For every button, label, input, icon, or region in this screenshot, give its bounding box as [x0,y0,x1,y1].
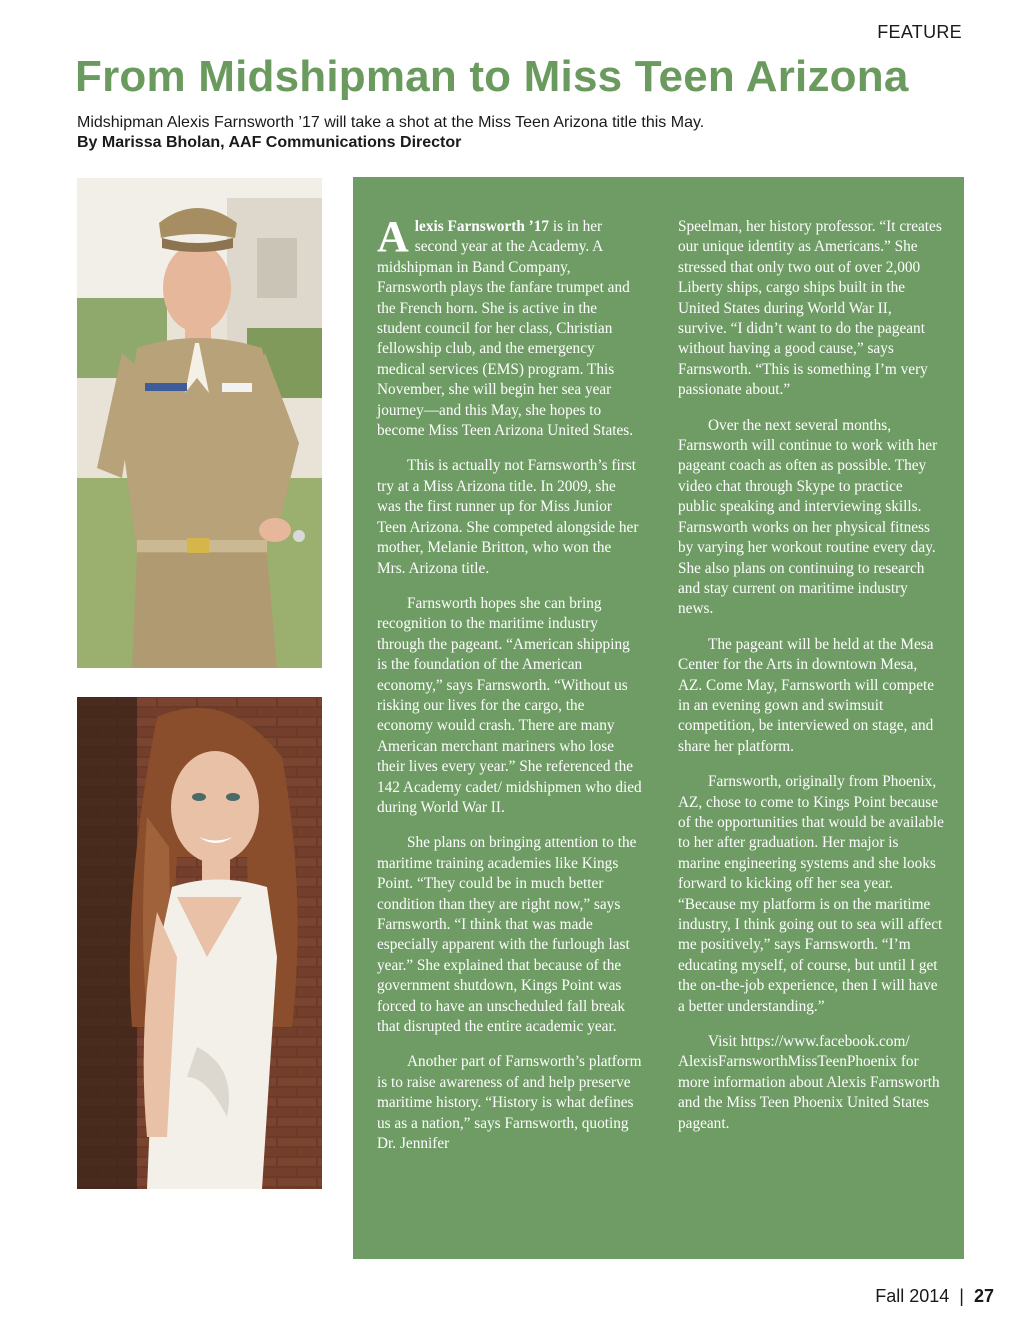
continued-paragraph: Speelman, her history professor. “It creates our unique identity as Americans.” She stressed that only two out of over 2,000 Liberty ships, cargo ships built in the United States during World War II, survive. “I didn’t want to do the pageant without having a good cause,” says Farnsworth. “This is something I’m very passionate about.” [678,218,942,399]
article-column-1 [377,212,643,1169]
portrait-photo [77,697,322,1189]
body-paragraph: Farnsworth, originally from Phoenix, AZ, chose to come to Kings Point because of the opportunities that would be available to her after graduation. Her major is marine engineering systems and she looks forward to kicking off her sea year. “Because my platform is on the maritime industry, I think going out to sea will affect me positively,” says Farnsworth. “I’m educating myself, of course, but until I get the on-the-job experience, then I will have a better understanding.” [678,773,944,1015]
lead-name: lexis Farnsworth ’17 [414,218,550,235]
uniform-photo [77,178,322,668]
lead-text: is in her second year at the Academy. A midshipman in Band Company, Farnsworth plays the fanfare trumpet and the French horn. She is active in the student council for her class, Christian fellowship club, and the emergency medical services (EMS) program. This November, she will begin her sea year journey—and this May, she hopes to become Miss Teen Arizona United States. [377,218,634,440]
body-paragraph: This is actually not Farnsworth’s first try at a Miss Arizona title. In 2009, she was the first runner up for Miss Junior Teen Arizona. She competed alongside her mother, Melanie Britton, who won the Mrs. Arizona title. [377,457,639,577]
article-body-panel [353,177,964,1259]
footer-separator: | [959,1286,964,1306]
body-paragraph: She plans on bringing attention to the maritime training academies like Kings Point. “They could be in much better condition than they are right now,” says Farnsworth. “I think that was made especially apparent with the furlough last year.” She explained that because of the government shutdown, Kings Point was forced to have an unscheduled fall break that disrupted the entire academic year. [377,834,637,1036]
body-paragraph: Another part of Farnsworth’s platform is to raise awareness of and help preserve maritime history. “History is what defines us as a nation,” says Farnsworth, quoting Dr. Jennifer [377,1053,642,1153]
body-paragraph: The pageant will be held at the Mesa Center for the Arts in downtown Mesa, AZ. Come May, Farnsworth will compete in an evening gown and swimsuit competition, be interviewed on stage, and share her platform. [678,635,935,755]
article-headline: From Midshipman to Miss Teen Arizona [75,52,909,101]
drop-cap: A [377,212,409,261]
body-paragraph: Farnsworth hopes she can bring recognition to the maritime industry through the pageant. “American shipping is the foundation of the American economy,” says Farnsworth. “Without us risking our lives for the cargo, the economy would crash. There are many American merchant mariners who lose their lives every year.” She referenced the 142 Academy cadet/ midshipmen who died during World War II. [377,594,642,816]
article-column-2 [678,217,944,1149]
issue-label: Fall 2014 [875,1286,950,1306]
body-paragraph: Over the next several months, Farnsworth will continue to work with her pageant coach as often as possible. They video chat through Skype to practice public speaking and interviewing skills. Farnsworth works on her physical fitness by varying her workout routine every day. She also plans on continuing to research and stay current on maritime industry news. [678,416,938,618]
lead-paragraph [377,212,643,441]
article-dek: Midshipman Alexis Farnsworth ’17 will take a shot at the Miss Teen Arizona title this May. [77,114,705,131]
page-footer [875,1286,994,1307]
page-number: 27 [973,1286,994,1306]
article-byline: By Marissa Bholan, AAF Communications Director [77,134,462,151]
facebook-link-paragraph: Visit https://www.facebook.com/ AlexisFarnsworthMissTeenPhoenix for more information about Alexis Farnsworth and the Miss Teen Phoenix United States pageant. [678,1033,940,1132]
section-label: FEATURE [877,22,962,42]
